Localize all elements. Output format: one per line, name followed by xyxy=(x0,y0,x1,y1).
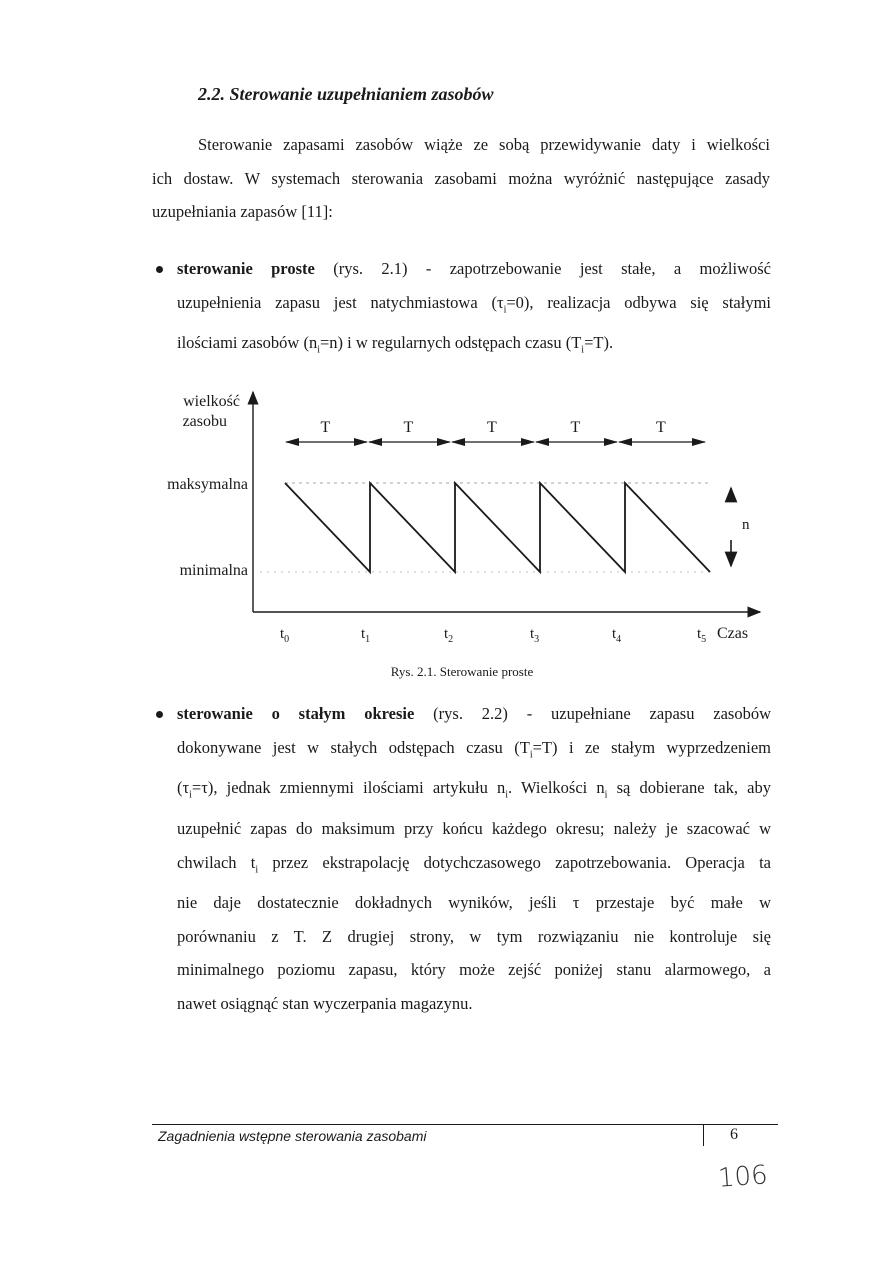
x-tick-label-5: $t_5$ xyxy=(697,626,707,645)
bullet2-line3-sub1: i xyxy=(189,789,192,801)
bullet1-line3-b: =n) i w regularnych odstępach czasu (T xyxy=(320,333,582,353)
bullet1-line-1 xyxy=(177,252,771,286)
period-arrow-right-2 xyxy=(521,438,535,446)
bullet1-line3-a: ilościami zasobów (n xyxy=(177,333,318,353)
x-tick-label-4: $t_4$ xyxy=(612,626,622,645)
intro-paragraph xyxy=(152,128,770,229)
y-axis-label-line1: wielkość xyxy=(183,393,240,410)
bullet2-line2-a: dokonywane jest w stałych odstępach czasu (T xyxy=(177,737,530,757)
bullet1-line-2 xyxy=(177,286,771,327)
bullet1-line3-sub2: i xyxy=(581,344,585,356)
amplitude-label: n xyxy=(742,517,750,533)
bullet2-line2-b: =T) i ze stałym wyprzedzeniem xyxy=(532,737,771,757)
bullet2-term: sterowanie o stałym okresie xyxy=(177,704,415,723)
bullet2-line5-b: przez ekstrapolację dotychczasowego zapotrzebowania. Operacja ta xyxy=(258,852,771,872)
intro-line-2: ich dostaw. W systemach sterowania zasobami można wyróżnić następujące zasady xyxy=(152,168,770,188)
footer-title: Zagadnienia wstępne sterowania zasobami xyxy=(158,1128,427,1144)
footer-separator xyxy=(703,1124,704,1146)
bullet-icon xyxy=(156,266,163,273)
bullet2-line-5 xyxy=(177,846,771,887)
period-label-3: T xyxy=(570,419,581,436)
x-tick-label-1: $t_1$ xyxy=(361,626,371,645)
bullet2-line-6: nie daje dostatecznie dokładnych wyników, jeśli τ przestaje być małe w xyxy=(177,893,771,913)
bullet2-line3-sub2: i xyxy=(505,789,509,801)
bullet-simple-control xyxy=(177,252,771,367)
footer-divider xyxy=(152,1124,778,1125)
max-level-label: maksymalna xyxy=(167,476,248,493)
bullet2-line3-b: =τ), jednak zmiennymi ilościami artykułu n xyxy=(191,778,506,798)
period-label-1: T xyxy=(403,419,414,436)
bullet2-line-1 xyxy=(177,697,771,731)
page-number: 6 xyxy=(730,1126,738,1143)
period-label-0: T xyxy=(320,419,331,436)
x-axis-label: Czas xyxy=(717,625,749,642)
bullet2-line2-sub: i xyxy=(529,748,533,760)
bullet2-line3-sub3: i xyxy=(604,789,608,801)
bullet2-line-3 xyxy=(177,771,771,812)
x-tick-label-0: $t_0$ xyxy=(280,626,290,645)
bullet-fixed-period-control xyxy=(177,697,771,1020)
bullet2-line3-a: (τ xyxy=(177,778,190,798)
period-label-4: T xyxy=(656,419,666,436)
x-tick-label-3: $t_3$ xyxy=(530,626,540,645)
inventory-chart xyxy=(0,380,890,660)
bullet1-line3-sub1: i xyxy=(317,344,320,356)
period-label-2: T xyxy=(487,419,497,436)
bullet1-term: sterowanie proste xyxy=(177,259,315,278)
period-arrow-right-4 xyxy=(692,438,706,446)
bullet2-line5-sub: i xyxy=(255,863,259,875)
period-arrow-left-4 xyxy=(618,438,632,446)
period-arrow-left-2 xyxy=(451,438,465,446)
bullet1-line1-text: (rys. 2.1) - zapotrzebowanie jest stałe, a możliwość xyxy=(333,259,771,278)
bullet2-line3-c: . Wielkości n xyxy=(508,778,605,798)
period-markers xyxy=(285,419,706,446)
intro-line-3: uzupełniania zapasów [11]: xyxy=(152,202,333,221)
y-axis-label-line2: zasobu xyxy=(182,413,227,430)
bullet1-line2-sub: i xyxy=(503,303,507,315)
intro-line-1: Sterowanie zapasami zasobów wiąże ze sobą przewidywanie daty i wielkości xyxy=(198,135,770,154)
bullet-icon xyxy=(156,711,163,718)
inventory-series-line xyxy=(285,483,710,572)
bullet2-line5-a: chwilach t xyxy=(177,852,256,872)
x-tick-label-2: $t_2$ xyxy=(444,626,454,645)
bullet2-line-2 xyxy=(177,731,771,772)
bullet2-line3-d: są dobierane tak, aby xyxy=(607,778,772,798)
bullet2-line-8: minimalnego poziomu zapasu, który może zejść poniżej stanu alarmowego, a xyxy=(177,960,771,980)
period-arrow-right-1 xyxy=(437,438,451,446)
bullet1-line-3 xyxy=(177,326,771,367)
period-arrow-left-1 xyxy=(368,438,382,446)
period-arrow-left-3 xyxy=(535,438,549,446)
figure-caption: Rys. 2.1. Sterowanie proste xyxy=(390,664,534,679)
min-level-label: minimalna xyxy=(179,562,248,579)
section-heading: 2.2. Sterowanie uzupełnianiem zasobów xyxy=(198,84,494,104)
bullet2-line1-text: (rys. 2.2) - uzupełniane zapasu zasobów xyxy=(433,704,771,723)
bullet2-line-7: porównaniu z T. Z drugiej strony, w tym rozwiązaniu nie kontroluje się xyxy=(177,926,771,946)
period-arrow-left-0 xyxy=(285,438,299,446)
bullet2-line-4: uzupełnić zapas do maksimum przy końcu każdego okresu; należy je szacować w xyxy=(177,819,771,839)
x-tick-labels xyxy=(280,626,706,645)
bullet1-line2-a: uzupełnienia zapasu jest natychmiastowa (τ xyxy=(177,292,504,312)
handwritten-page-number: 106 xyxy=(717,1160,769,1194)
period-arrow-right-0 xyxy=(354,438,368,446)
period-arrow-right-3 xyxy=(604,438,618,446)
bullet2-line-9: nawet osiągnąć stan wyczerpania magazynu. xyxy=(177,993,473,1013)
bullet1-line3-c: =T). xyxy=(584,333,614,353)
bullet1-line2-b: =0), realizacja odbywa się stałymi xyxy=(506,292,771,312)
